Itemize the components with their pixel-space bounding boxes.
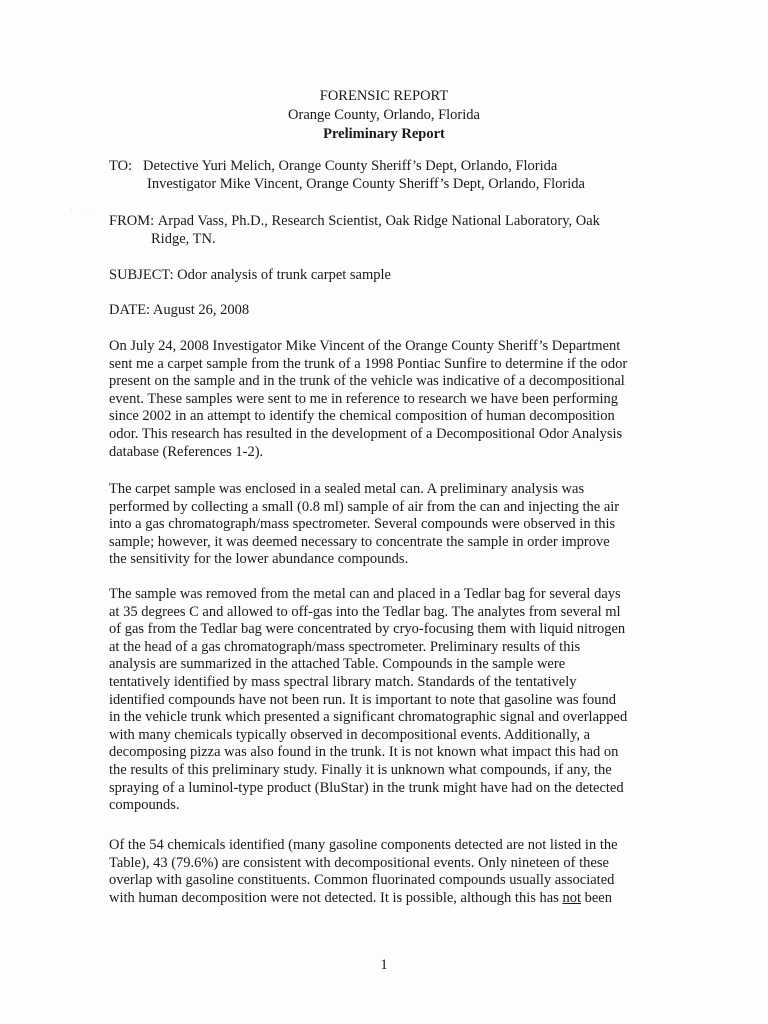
memo-to [109, 158, 649, 193]
header-subtitle: Preliminary Report [323, 126, 445, 142]
underlined-word: not [562, 889, 581, 906]
p3-line: identified compounds have not been run. It is important to note that gasoline was found [109, 691, 616, 708]
p1-line: odor. This research has resulted in the development of a Decompositional Odor Analysis [109, 425, 623, 442]
p3-line: with many chemicals typically observed in decompositional events. Additionally, a [109, 726, 591, 743]
p3-line: spraying of a luminol-type product (BluStar) in the trunk might have had on the detected [109, 779, 624, 796]
p4-line: Table), 43 (79.6%) are consistent with decompositional events. Only nineteen of these [109, 854, 609, 871]
p2-line: performed by collecting a small (0.8 ml) sample of air from the can and injecting the air [109, 498, 620, 515]
p2-line: the sensitivity for the lower abundance compounds. [109, 551, 409, 568]
header-location: Orange County, Orlando, Florida [288, 107, 480, 123]
memo-date: DATE: August 26, 2008 [109, 302, 250, 318]
p3-line: analysis are summarized in the attached Table. Compounds in the sample were [109, 656, 566, 673]
p3-line: decomposing pizza was also found in the trunk. It is not known what impact this had on [109, 744, 619, 761]
p4-line-tail: been [580, 889, 612, 906]
p2-line: into a gas chromatograph/mass spectrometer. Several compounds were observed in this [109, 516, 616, 533]
p1-line: sent me a carpet sample from the trunk of a 1998 Pontiac Sunfire to determine if the odor [109, 355, 628, 372]
p3-line: The sample was removed from the metal can and placed in a Tedlar bag for several days [109, 586, 621, 602]
p3-line: the results of this preliminary study. Finally it is unknown what compounds, if any, the [109, 761, 612, 778]
p3-line: of gas from the Tedlar bag were concentrated by cryo-focusing them with liquid nitrogen [109, 621, 626, 638]
from-sender: Arpad Vass, Ph.D., Research Scientist, Oak Ridge National Laboratory, Oak [157, 213, 600, 229]
p2-line: The carpet sample was enclosed in a sealed metal can. A preliminary analysis was [109, 481, 585, 497]
p4-line: overlap with gasoline constituents. Common fluorinated compounds usually associated [109, 872, 615, 889]
header-title: FORENSIC REPORT [319, 88, 449, 104]
scan-artifact: ˙ ˙ ˙ [70, 208, 99, 218]
p3-line: at the head of a gas chromatograph/mass spectrometer. Preliminary results of this [109, 638, 581, 655]
paragraph-4 [109, 837, 649, 907]
memo-from [109, 213, 649, 248]
p3-line: at 35 degrees C and allowed to off-gas into the Tedlar bag. The analytes from several ml [109, 603, 621, 620]
p1-line: On July 24, 2008 Investigator Mike Vincent of the Orange County Sheriff’s Department [109, 338, 621, 354]
report-header [0, 87, 768, 144]
p1-line: present on the sample and in the trunk of the vehicle was indicative of a decompositional [109, 373, 625, 390]
p4-line: Of the 54 chemicals identified (many gasoline components detected are not listed in the [109, 837, 618, 853]
p4-line [109, 890, 649, 908]
p3-line: in the vehicle trunk which presented a significant chromatographic signal and overlapped [109, 709, 628, 726]
p4-line-text: with human decomposition were not detected. It is possible, although this has [109, 889, 563, 906]
paragraph-2 [109, 481, 649, 569]
paragraph-1 [109, 338, 649, 461]
p1-line: event. These samples were sent to me in reference to research we have been performing [109, 390, 619, 407]
p1-line: since 2002 in an attempt to identify the chemical composition of human decomposition [109, 408, 615, 425]
p3-line: compounds. [109, 797, 180, 814]
from-label: FROM: [109, 213, 155, 229]
memo-subject: SUBJECT: Odor analysis of trunk carpet sample [109, 267, 391, 283]
p1-line: database (References 1-2). [109, 443, 264, 460]
paragraph-3 [109, 586, 649, 815]
to-recipient-2: Investigator Mike Vincent, Orange County Sheriff’s Dept, Orlando, Florida [147, 175, 585, 192]
page-number: 1 [380, 957, 388, 973]
to-recipient-1: Detective Yuri Melich, Orange County Sheriff’s Dept, Orlando, Florida [142, 158, 558, 174]
p2-line: sample; however, it was deemed necessary to concentrate the sample in order improve [109, 533, 610, 550]
from-sender-cont: Ridge, TN. [151, 230, 216, 247]
p3-line: tentatively identified by mass spectral library match. Standards of the tentatively [109, 673, 577, 690]
to-label: TO: [109, 158, 133, 174]
